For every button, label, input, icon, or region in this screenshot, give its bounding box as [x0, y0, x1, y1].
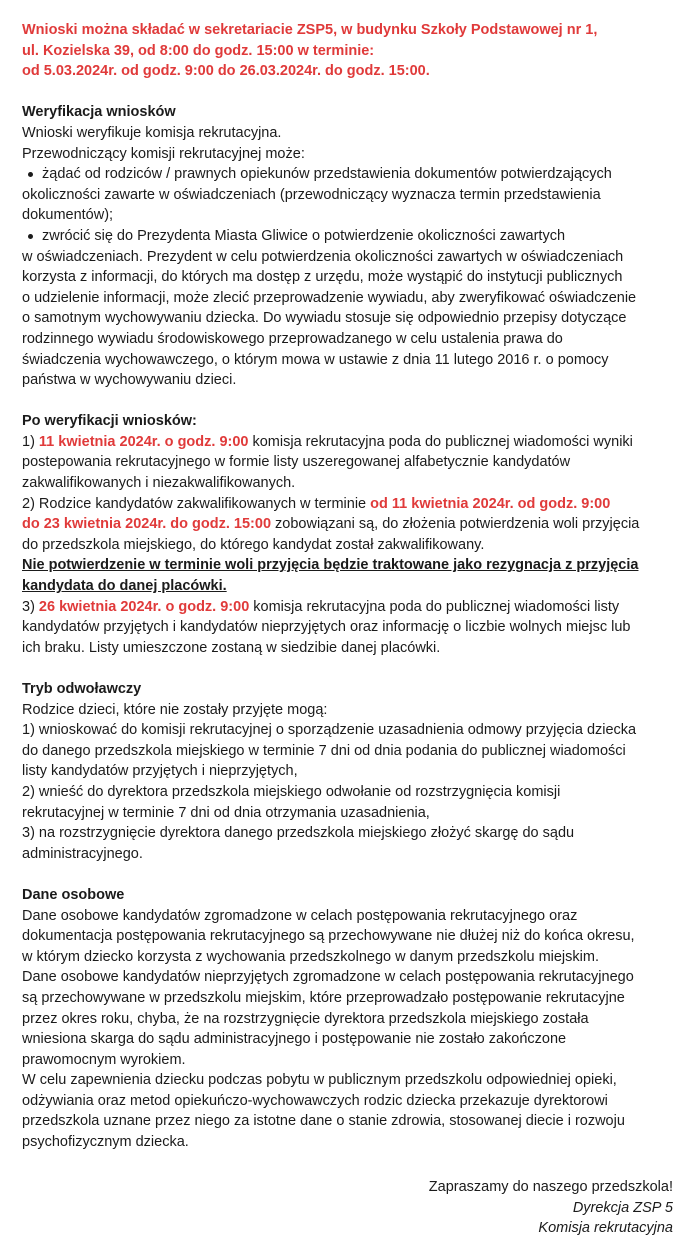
text-line: 3) 26 kwietnia 2024r. o godz. 9:00 komisja rekrutacyjna poda do publicznej wiadomości listy	[22, 598, 620, 615]
text-line: rekrutacyjnej w terminie 7 dni od dnia otrzymania uzasadnienia,	[22, 804, 430, 821]
text-line: administracyjnego.	[22, 845, 143, 862]
text-line: odżywiania oraz metod opiekuńczo-wychowawczych rodzic dziecka przekazuje dyrektorowi	[22, 1092, 608, 1109]
text-line: prawomocnym wyrokiem.	[22, 1051, 186, 1068]
text-line: Przewodniczący komisji rekrutacyjnej może:	[22, 145, 305, 162]
text-line: świadczenia wychowawczego, o którym mowa w ustawie z dnia 11 lutego 2016 r. o pomocy	[22, 351, 609, 368]
text-line: 1) 11 kwietnia 2024r. o godz. 9:00 komisja rekrutacyjna poda do publicznej wiadomości wyniki	[22, 433, 633, 450]
invite-line: Zapraszamy do naszego przedszkola!	[428, 1179, 673, 1196]
text-line: o udzielenie informacji, może zlecić przeprowadzenie wywiadu, aby zweryfikować oświadczenie	[22, 289, 637, 306]
text-line: o samotnym wychowywaniu dziecka. Do wywiadu stosuje się odpowiednio przepisy dotyczące	[22, 310, 627, 327]
text-line: Wnioski weryfikuje komisja rekrutacyjna.	[22, 124, 282, 141]
bullet-item	[22, 164, 673, 226]
text-line: w oświadczeniach. Prezydent w celu potwierdzenia okoliczności zawartych w oświadczeniach	[22, 248, 624, 265]
text-line: korzysta z informacji, do których ma dostęp z urzędu, może wystąpić do instytucji publicznych	[22, 269, 623, 286]
intro-line: ul. Kozielska 39, od 8:00 do godz. 15:00 w terminie:	[22, 42, 375, 59]
text-line: Rodzice dzieci, które nie zostały przyjęte mogą:	[22, 701, 328, 718]
warning-line: kandydata do danej placówki.	[22, 578, 227, 595]
text-line: rodzinnego wywiadu środowiskowego przeprowadzanego w celu ustalenia prawa do	[22, 330, 563, 347]
text-line: listy kandydatów przyjętych i nieprzyjętych,	[22, 763, 298, 780]
text-line: przedszkola uznane przez niego za istotne dane o stanie zdrowia, stosowanej diecie i rozwoju	[22, 1113, 625, 1130]
bullet-icon	[28, 234, 33, 239]
text-line: psychofizycznym dziecka.	[22, 1134, 189, 1151]
text-line: 1) wnioskować do komisji rekrutacyjnej o sporządzenie uzasadnienia odmowy przyjęcia dziecka	[22, 722, 637, 739]
text-line: żądać od rodziców / prawnych opiekunów przedstawienia dokumentów potwierdzających	[22, 164, 673, 185]
text-line: W celu zapewnienia dziecku podczas pobytu w publicznym przedszkolu odpowiedniej opieki,	[22, 1072, 617, 1089]
closing-signature	[22, 1177, 673, 1239]
text-line: zwrócić się do Prezydenta Miasta Gliwice o potwierdzenie okoliczności zawartych	[22, 226, 673, 247]
bullet-icon	[28, 172, 33, 177]
signature-line: Komisja rekrutacyjna	[538, 1220, 673, 1237]
text-line: przez okres roku, chyba, że na rozstrzygnięcie dyrektora przedszkola miejskiego została	[22, 1010, 589, 1027]
intro-line: od 5.03.2024r. od godz. 9:00 do 26.03.2024r. do godz. 15:00.	[22, 63, 430, 80]
warning-line: Nie potwierdzenie w terminie woli przyjęcia będzie traktowane jako rezygnacja z przyjęcia	[22, 557, 639, 574]
text-line: 3) na rozstrzygnięcie dyrektora danego przedszkola miejskiego złożyć skargę do sądu	[22, 825, 575, 842]
text-line: w którym dziecko korzysta z wychowania przedszkolnego w danym przedszkolu miejskim.	[22, 948, 599, 965]
date-highlight: 26 kwietnia 2024r. o godz. 9:00	[38, 598, 250, 615]
text-line: Dane osobowe kandydatów nieprzyjętych zgromadzone w celach postępowania rekrutacyjnego	[22, 969, 634, 986]
text-line: zakwalifikowanych i niezakwalifikowanych.	[22, 475, 296, 492]
date-highlight: od 11 kwietnia 2024r. od godz. 9:00	[370, 495, 611, 512]
text-line: postepowania rekrutacyjnego w formie listy uszeregowanej alfabetycznie kandydatów	[22, 454, 571, 471]
text-line: kandydatów przyjętych i kandydatów nieprzyjętych oraz informację o liczbie wolnych miejsc lub	[22, 619, 631, 636]
text-line: do 23 kwietnia 2024r. do godz. 15:00 zobowiązani są, do złożenia potwierdzenia woli przyjęcia	[22, 516, 640, 533]
text-line: dokumentów);	[22, 207, 114, 224]
text-line: dokumentacja postępowania rekrutacyjnego są przechowywane nie dłużej niż do końca okresu,	[22, 928, 635, 945]
section-heading: Weryfikacja wniosków	[22, 104, 176, 121]
section-tryb-odwolawczy	[22, 679, 673, 864]
section-dane-osobowe	[22, 885, 673, 1153]
date-highlight: 11 kwietnia 2024r. o godz. 9:00	[38, 433, 249, 450]
section-po-weryfikacji	[22, 411, 673, 658]
text-line: ich braku. Listy umieszczone zostaną w siedzibie danej placówki.	[22, 639, 441, 656]
text-line: wniesiona skarga do sądu administracyjnego i postępowanie nie zostało zakończone	[22, 1031, 567, 1048]
section-heading: Dane osobowe	[22, 886, 125, 903]
date-highlight: do 23 kwietnia 2024r. do godz. 15:00	[22, 516, 272, 533]
text-line: okoliczności zawarte w oświadczeniach (przewodniczący wyznacza termin przedstawienia	[22, 186, 601, 203]
section-heading: Tryb odwoławczy	[22, 681, 142, 697]
text-line: Dane osobowe kandydatów zgromadzone w celach postępowania rekrutacyjnego oraz	[22, 907, 578, 924]
intro-line: Wnioski można składać w sekretariacie ZSP5, w budynku Szkoły Podstawowej nr 1,	[22, 22, 598, 38]
intro-notice	[22, 20, 673, 82]
text-line: 2) Rodzice kandydatów zakwalifikowanych w terminie od 11 kwietnia 2024r. od godz. 9:00	[22, 495, 611, 512]
bullet-item	[22, 226, 673, 391]
text-line: do przedszkola miejskiego, do którego kandydat został zakwalifikowany.	[22, 536, 485, 553]
text-line: 2) wnieść do dyrektora przedszkola miejskiego odwołanie od rozstrzygnięcia komisji	[22, 783, 561, 800]
signature-line: Dyrekcja ZSP 5	[572, 1199, 673, 1216]
text-line: państwa w wychowywaniu dzieci.	[22, 372, 237, 389]
section-heading: Po weryfikacji wniosków:	[22, 413, 197, 430]
text-line: do danego przedszkola miejskiego w terminie 7 dni od dnia podania do publicznej wiadomości	[22, 742, 626, 759]
text-line: są przechowywane w przedszkolu miejskim, które przeprowadzało postępowanie rekrutacyjne	[22, 989, 625, 1006]
section-weryfikacja	[22, 102, 673, 390]
